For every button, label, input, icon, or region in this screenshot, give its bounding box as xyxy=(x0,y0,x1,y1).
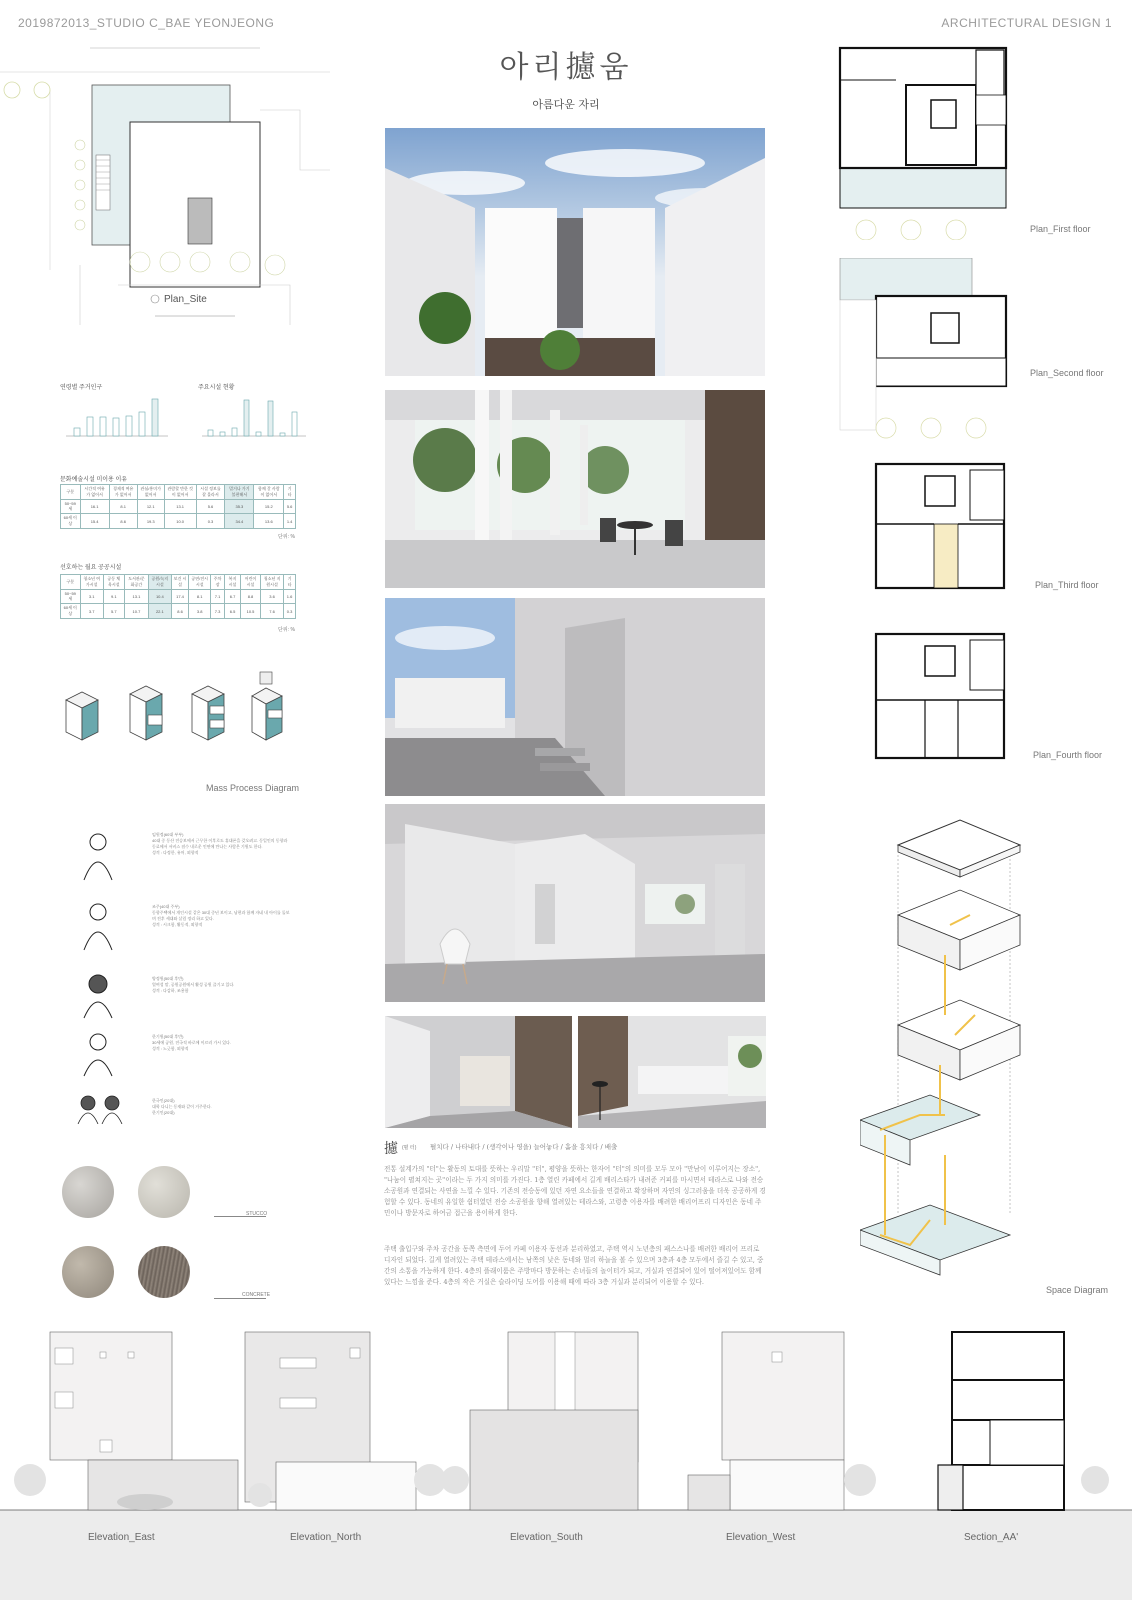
elevation-south xyxy=(441,1332,638,1510)
plan-third-floor-drawing xyxy=(870,462,1020,592)
table1-header-cell: 관심/흥미가 없어서 xyxy=(137,485,164,500)
render-kitchen-drawing xyxy=(578,1016,766,1128)
table2-cell: 5.7 xyxy=(103,604,124,619)
render-kitchen xyxy=(578,1016,766,1128)
table1-unit: 단위: % xyxy=(278,534,295,540)
table1-cell: 1.4 xyxy=(284,514,296,529)
table1-cell: 15.4 xyxy=(80,514,109,529)
table2-cell: 3.6 xyxy=(260,590,283,604)
table2-cell: 0.3 xyxy=(284,604,296,619)
persona-2 xyxy=(152,904,292,928)
table1-header-cell: 시설 정보를 잘 몰라서 xyxy=(196,485,225,500)
chart-left xyxy=(60,392,170,438)
header-left: 2019872013_STUDIO C_BAE YEONJEONG xyxy=(18,16,275,30)
table1-cell: 10.0 xyxy=(164,514,196,529)
persona-3 xyxy=(152,976,292,994)
mass-step-2 xyxy=(130,686,162,740)
plan-second-floor-label: Plan_Second floor xyxy=(1030,368,1104,378)
persona-4-name: 한기원(50대 후반) xyxy=(152,1034,184,1039)
persona-4-text: 30세에 공원, 전국적 바로에 이르러 가시 있다. xyxy=(152,1040,232,1045)
mass-step-3 xyxy=(192,686,224,740)
table2-cell: 7.3 xyxy=(211,604,225,619)
elevation-north xyxy=(245,1332,446,1510)
space-floor-1 xyxy=(860,1205,1010,1275)
render-corridor-drawing xyxy=(385,1016,572,1128)
persona-1-extra: 성격 : 다정한, 유머, 외향적 xyxy=(152,850,199,855)
render-terrace xyxy=(385,390,765,588)
persona-2-extra: 성격 : 시크함, 활동적, 외향적 xyxy=(152,922,203,927)
table-row xyxy=(61,514,296,529)
concept-paragraph-1: 전통 설계가의 "터"는 활동의 토대를 뜻하는 우리말 "터", 평양을 뜻하는 한자어 "터"의 의미를 모두 모아 "만남이 이루어지는 장소", "나눔이 펼쳐지는 곳"이라는 두 가지 의미를 가진다. 1층 열린 카페에서 길게 배리스타가 내려준 커피를 마시면서 테라스로 나와 전승 소공원과 연결되는 사연을 느낄 수 있다. 기존의 전승동에 있던 자연 요소들을 연결하고 확장하며 자연의 싱그러움을 더욱 공공하게 경험할 수 있다. 동네의 유일한 쉼터였던 전승 소공원을 향해 열려있는 테라스와, 고령층 이용자를 배려한 배리어프리 디자인은 동네 주민이나 방문자로 하여금 접근을 용이하게 한다. xyxy=(384,1165,766,1217)
table1-cell: 0.3 xyxy=(196,514,225,529)
table1-cell: 8.6 xyxy=(109,514,137,529)
table2-cell: 7.1 xyxy=(211,590,225,604)
table-row xyxy=(61,500,296,514)
render-exterior xyxy=(385,128,765,376)
persona-1 xyxy=(152,832,292,856)
space-diagram-drawing xyxy=(860,815,1040,1305)
table2-cell: 10.7 xyxy=(124,604,148,619)
plan-third-floor-label: Plan_Third floor xyxy=(1035,580,1099,590)
chart-right xyxy=(198,392,308,438)
plan-second-floor-drawing xyxy=(836,258,1016,448)
table2-cell: 60세 이상 xyxy=(61,604,81,619)
persona-5-icon xyxy=(76,1094,128,1124)
table1-cell: 15.2 xyxy=(254,500,284,514)
render-terrace-drawing xyxy=(385,390,765,588)
table1-cell: 8.1 xyxy=(109,500,137,514)
table2-title: 선호하는 월요 공공시설 xyxy=(60,565,122,571)
table2-header-cell: 기타 xyxy=(284,575,296,590)
render-interior-drawing xyxy=(385,804,765,1002)
table2-header-cell: 청소년 여가시설 xyxy=(80,575,103,590)
table1-header-cell: 멀거나 가기 불편해서 xyxy=(225,485,254,500)
poster-subtitle: 아름다운 자리 xyxy=(532,98,600,111)
table2-header-cell: 보건 시설 xyxy=(171,575,189,590)
plan-fourth-floor-drawing xyxy=(870,632,1020,762)
persona-2-text: 동향주택에서 개인시설 같은 30대 중년 보이고, 남편과 함께 자네 내 아이를 돌보며 전후 세대와 살림 정리 하고 있다. xyxy=(152,910,290,921)
table1 xyxy=(60,484,296,529)
stucco-label: STUCCO xyxy=(246,1211,268,1217)
table2-cell: 3.8 xyxy=(189,604,211,619)
plan-first-floor-label: Plan_First floor xyxy=(1030,224,1091,234)
render-exterior-drawing xyxy=(385,128,765,376)
chart-left-title: 연령별 주거인구 xyxy=(60,385,103,391)
site-plan-drawing xyxy=(0,40,340,330)
table2-cell: 22.1 xyxy=(149,604,172,619)
concrete-label: CONCRETE xyxy=(242,1292,271,1298)
table2-header-cell: 어린이 시설 xyxy=(241,575,261,590)
elevation-north-label: Elevation_North xyxy=(290,1532,362,1543)
table2-header-cell: 복지시설 xyxy=(224,575,240,590)
plan-site-label: Plan_Site xyxy=(164,294,207,305)
table2-cell: 10.4 xyxy=(149,590,172,604)
table2-cell: 6.5 xyxy=(224,604,240,619)
table2-header-cell: 주차장 xyxy=(211,575,225,590)
table1-cell: 60세 이상 xyxy=(61,514,81,529)
table1-cell: 16.1 xyxy=(80,500,109,514)
table2-cell: 8.6 xyxy=(171,604,189,619)
poster-title: 아리攄움 xyxy=(499,50,633,85)
table-row xyxy=(61,604,296,619)
persona-2-icon xyxy=(80,902,120,952)
table2-header-cell: 공동 체육시설 xyxy=(103,575,124,590)
table2-header-cell: 공연/전시 시설 xyxy=(189,575,211,590)
ground-band xyxy=(0,1510,1132,1600)
persona-4 xyxy=(152,1034,292,1052)
concrete-swatch-2 xyxy=(138,1246,190,1298)
table2-cell: 3.1 xyxy=(80,590,103,604)
space-floor-3 xyxy=(898,1000,1020,1080)
concrete-swatch-1 xyxy=(62,1246,114,1298)
concrete-divider xyxy=(214,1298,266,1299)
mass-process-label: Mass Process Diagram xyxy=(206,783,300,793)
persona-3-extra: 성격 : 다감하, 조용함 xyxy=(152,988,189,993)
space-floor-2 xyxy=(860,1095,980,1165)
table2-header-cell: 공원/녹지 시설 xyxy=(149,575,172,590)
space-diagram-label: Space Diagram xyxy=(1046,1285,1109,1295)
table1-cell: 12.1 xyxy=(137,500,164,514)
section-aa xyxy=(938,1332,1109,1510)
table2-cell: 6.7 xyxy=(224,590,240,604)
table2 xyxy=(60,574,296,619)
plan-first-floor-drawing xyxy=(836,40,1016,240)
elevations-drawing xyxy=(0,1320,1132,1512)
concept-glyph: 攄 xyxy=(384,1141,398,1157)
table2-cell: 50~59세 xyxy=(61,590,81,604)
space-floor-4 xyxy=(898,890,1020,970)
table2-header-cell: 구분 xyxy=(61,575,81,590)
concept-meanings: 펼치다 / 나타내다 / (생각이나 영을) 늘어놓다 / 흩을 흥치다 / 배출 xyxy=(430,1143,618,1151)
chart-right-title: 주요시설 현황 xyxy=(198,385,235,391)
persona-4-icon xyxy=(80,1032,120,1078)
persona-1-name: 임원정(60대 부부) xyxy=(152,832,184,837)
plan-fourth-floor-label: Plan_Fourth floor xyxy=(1033,750,1103,760)
render-interior xyxy=(385,804,765,1002)
table1-cell: 35.3 xyxy=(225,500,254,514)
table2-cell: 7.6 xyxy=(260,604,283,619)
table1-cell: 5.6 xyxy=(196,500,225,514)
elevation-west xyxy=(688,1332,876,1510)
persona-2-name: 조주(40대 주부) xyxy=(152,904,180,909)
persona-1-icon xyxy=(80,832,120,882)
stucco-swatch-2 xyxy=(138,1166,190,1218)
render-corridor xyxy=(385,1016,572,1128)
table2-cell: 8.8 xyxy=(241,590,261,604)
persona-5 xyxy=(152,1098,292,1116)
elevation-east xyxy=(14,1332,238,1510)
persona-5-text: 대학 다니는 동재와 같이 거주한다. xyxy=(152,1104,212,1109)
header-right: ARCHITECTURAL DESIGN 1 xyxy=(941,16,1112,30)
stucco-swatch-1 xyxy=(62,1166,114,1218)
concept-paragraph-2: 주택 출입구와 주차 공간을 동쪽 측면에 두어 카페 이용자 동선과 분리하였고, 주택 역시 노년층의 패스스나를 배려한 배리어 프리로 디자인 되었다. 길게 열려있는 주택 테라스에서는 남쪽의 낮은 동네와 멀리 하늘을 볼 수 있으며 3층과 4층 모두에서 즐길 수 있고, 중간의 소통을 가능하게 한다. 4층의 플래이룸은 주방마다 방문하는 손녀들의 놀이터가 되고, 거실과 연결되어 있어 떨어져있어도 함께 있다는 느낌을 준다. 4층의 작은 거실은 슬라이딩 도어를 이용해 때에 따라 3층 거실과 분리되어 이용할 수 있다. xyxy=(384,1245,764,1286)
persona-3-icon xyxy=(80,974,120,1020)
mass-step-4 xyxy=(252,672,282,740)
table2-header-cell: 도서관/문화공간 xyxy=(124,575,148,590)
persona-5-name: 한국인(20대) xyxy=(152,1098,175,1103)
table1-header-cell: 시간적 여유가 없어서 xyxy=(80,485,109,500)
section-aa-label: Section_AA' xyxy=(964,1532,1019,1543)
table2-cell: 3.7 xyxy=(80,604,103,619)
persona-3-text: 열여성 말, 공원공원에서 활성 공원 즐기고 있다. xyxy=(152,982,235,987)
table1-header-cell: 함께 갈 사람이 없어서 xyxy=(254,485,284,500)
table1-title: 문화예술시설 미이용 이유 xyxy=(60,477,128,483)
table1-header-cell: 기타 xyxy=(284,485,296,500)
elevation-west-label: Elevation_West xyxy=(726,1532,796,1543)
table1-cell: 19.3 xyxy=(137,514,164,529)
table1-header-cell: 관람할 만한 것이 없어서 xyxy=(164,485,196,500)
table2-cell: 8.1 xyxy=(189,590,211,604)
table1-cell: 50~59세 xyxy=(61,500,81,514)
persona-4-extra: 성격 : 느긋함, 외향적 xyxy=(152,1046,189,1051)
table2-cell: 13.1 xyxy=(124,590,148,604)
table2-unit: 단위: % xyxy=(278,627,295,633)
table2-cell: 17.4 xyxy=(171,590,189,604)
persona-3-name: 양정원(50대 후반) xyxy=(152,976,184,981)
table1-cell: 13.6 xyxy=(254,514,284,529)
mass-process-diagram xyxy=(60,670,300,750)
table1-cell: 13.1 xyxy=(164,500,196,514)
table1-header-cell: 구분 xyxy=(61,485,81,500)
mass-step-1 xyxy=(66,692,98,740)
concept-glyph-note: (펼 터) xyxy=(402,1145,417,1151)
elevation-south-label: Elevation_South xyxy=(510,1532,583,1543)
render-balcony xyxy=(385,598,765,796)
table2-header-cell: 청소년 지원시설 xyxy=(260,575,283,590)
table2-cell: 1.6 xyxy=(284,590,296,604)
render-balcony-drawing xyxy=(385,598,765,796)
elevation-east-label: Elevation_East xyxy=(88,1532,155,1543)
table1-cell: 34.4 xyxy=(225,514,254,529)
table1-cell: 5.6 xyxy=(284,500,296,514)
persona-1-text: 40대 중 동산 전승보에서 근무한 이후로도 휴대폰을 갖오려고. 동일인의 동향과 동료에서 서비스 점수 내로운 인연에 만나는 사람은 기원도 한다. xyxy=(152,838,288,849)
table2-cell: 9.1 xyxy=(103,590,124,604)
table2-cell: 10.5 xyxy=(241,604,261,619)
table1-header-cell: 경제적 여유가 없어서 xyxy=(109,485,137,500)
persona-5-extra: 한기인(20대) xyxy=(152,1110,175,1115)
table-row xyxy=(61,590,296,604)
